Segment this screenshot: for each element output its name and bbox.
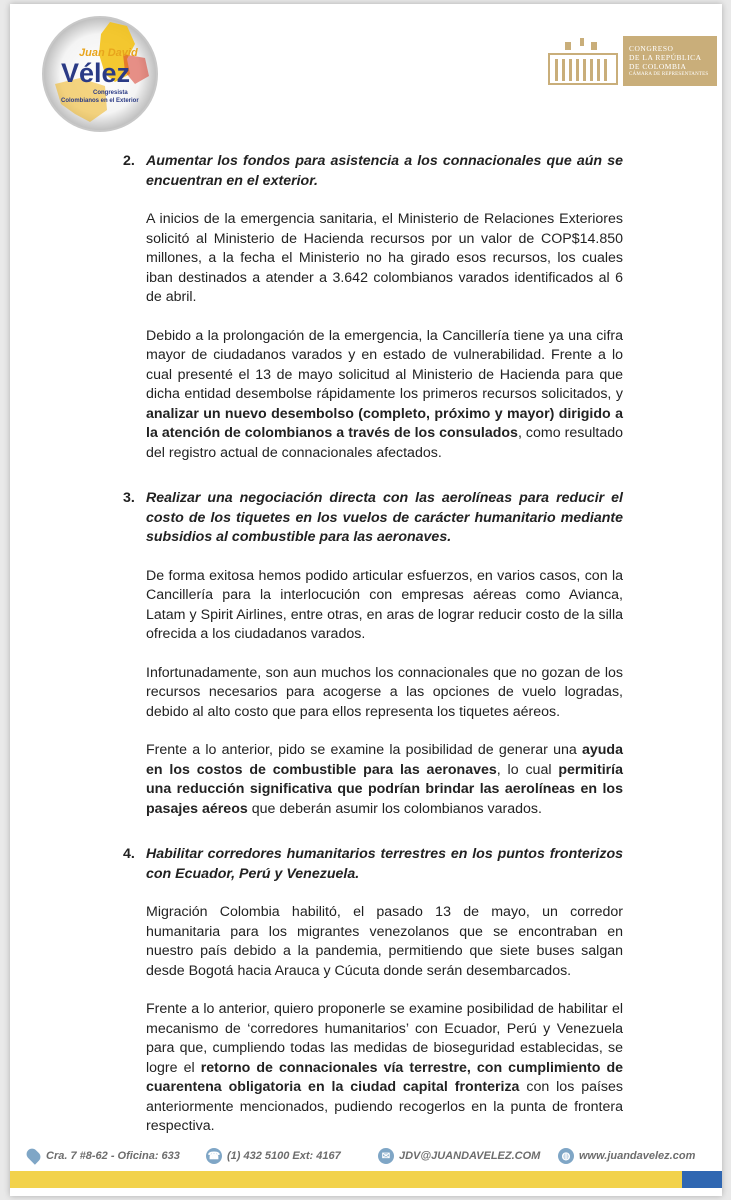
congreso-line-3: DE COLOMBIA [629, 62, 687, 71]
juan-david-velez-logo [35, 14, 165, 134]
svg-text:Juan David: Juan David [79, 47, 138, 59]
item-number: 2. [123, 153, 135, 169]
footer-contact [10, 1142, 722, 1172]
paragraph: Debido a la prolongación de la emergencia, la Cancillería tiene ya una cifra mayor de ciudadanos varados y en estado de vulnerabilidad. Frente a lo cual presenté el 13 de mayo solicitud al Ministerio de Hacienda para que dicha entidad desembolse rápidamente los primeros recursos solicitados, y analizar un nuevo desembolso (completo, próximo y mayor) dirigido a la atención de colombianos a través de los consulados, como resultado del registro actual de connacionales afectados. [146, 327, 623, 461]
item-number: 4. [123, 846, 135, 862]
paragraph: De forma exitosa hemos podido articular esfuerzos, en varios casos, con la Cancillería para la interlocución con empresas aéreas como Avianca, Latam y Spirit Airlines, entre otras, en aras de lograr reducir costo de la silla ofrecida a los ciudadanos varados. [146, 567, 623, 642]
footer-address: Cra. 7 #8-62 - Oficina: 633 [28, 1148, 180, 1163]
item-heading-text: Aumentar los fondos para asistencia a los connacionales que aún se encuentran en el exterior. [146, 153, 623, 189]
svg-text:Congresista: Congresista [93, 90, 128, 96]
paragraph: Frente a lo anterior, quiero proponerle se examine posibilidad de habilitar el mecanismo de ‘corredores humanitarios’ con Ecuador, Perú y Venezuela para que, cumpliendo todas las medidas de bioseguridad establecidas, se logre el retorno de connacionales vía terrestre, con cumplimiento de cuarentena obligatoria en la ciudad capital fronteriza con los países anteriormente mencionados, pudiendo recogerlos en la punta de frontera respectiva. [146, 1001, 624, 1134]
item-heading-text: Realizar una negociación directa con las aerolíneas para reducir el costo de los tiquetes en los vuelos de carácter humanitario mediante subsidios al combustible para las aeronaves. [146, 490, 623, 545]
congreso-label [623, 36, 717, 86]
paragraph: Migración Colombia habilitó, el pasado 13 de mayo, un corredor humanitaria para los migrantes venezolanos que se encontraban en nuestro país debido a la pandemia, permitiendo que siete buses salgan desde Bogotá hacia Arauca y Cúcuta donde serán desembarcados. [146, 904, 623, 979]
footer-phone: ☎ (1) 432 5100 Ext: 4167 [207, 1150, 341, 1162]
item-4-heading [123, 845, 623, 884]
logo-emblem [35, 14, 165, 134]
footer-website[interactable]: ◍ www.juandavelez.com [558, 1148, 695, 1164]
capitol-building-icon [545, 32, 621, 90]
paragraph: A inicios de la emergencia sanitaria, el Ministerio de Relaciones Exteriores solicitó al Ministerio de Hacienda recursos por un valor de COP$14.850 millones, a la fecha el Ministerio no ha girado esos recursos, los cuales iban destinados a atender a 3.642 colombianos varados identificados al 6 de abril. [146, 211, 623, 305]
congreso-line-2: DE LA REPÚBLICA [629, 53, 702, 62]
congreso-logo [545, 32, 715, 90]
footer-email[interactable]: ✉ JDV@JUANDAVELEZ.COM [378, 1148, 540, 1164]
item-2-heading [123, 152, 623, 191]
paragraph: Infortunadamente, son aun muchos los connacionales que no gozan de los recursos necesarios para acogerse a las opciones de vuelo logradas, debido al alto costo que para ellos representa los tiquetes aéreos. [146, 664, 623, 720]
item-3-heading [123, 489, 623, 548]
email-icon: ✉ [378, 1148, 394, 1164]
congreso-line-4: CÁMARA DE REPRESENTANTES [629, 72, 709, 77]
item-heading-text: Habilitar corredores humanitarios terrestres en los puntos fronterizos con Ecuador, Perú y Venezuela. [146, 846, 623, 882]
footer-blue-accent [682, 1171, 722, 1188]
footer-color-band [10, 1171, 722, 1188]
globe-icon: ◍ [558, 1148, 574, 1164]
location-pin-icon [24, 1146, 42, 1164]
svg-text:Colombianos en el Exterior: Colombianos en el Exterior [61, 98, 139, 104]
document-page [10, 4, 722, 1196]
congreso-line-1: CONGRESO [629, 44, 674, 53]
svg-text:Vélez: Vélez [61, 58, 131, 88]
paragraph: Frente a lo anterior, pido se examine la posibilidad de generar una ayuda en los costos de combustible para las aeronaves, lo cual permitiría una reducción significativa que podrían brindar las aerolíneas en los pasajes aéreos que deberán asumir los colombianos varados. [146, 742, 623, 817]
letter-body [123, 152, 623, 1137]
item-number: 3. [123, 490, 135, 506]
phone-icon: ☎ [206, 1148, 222, 1164]
